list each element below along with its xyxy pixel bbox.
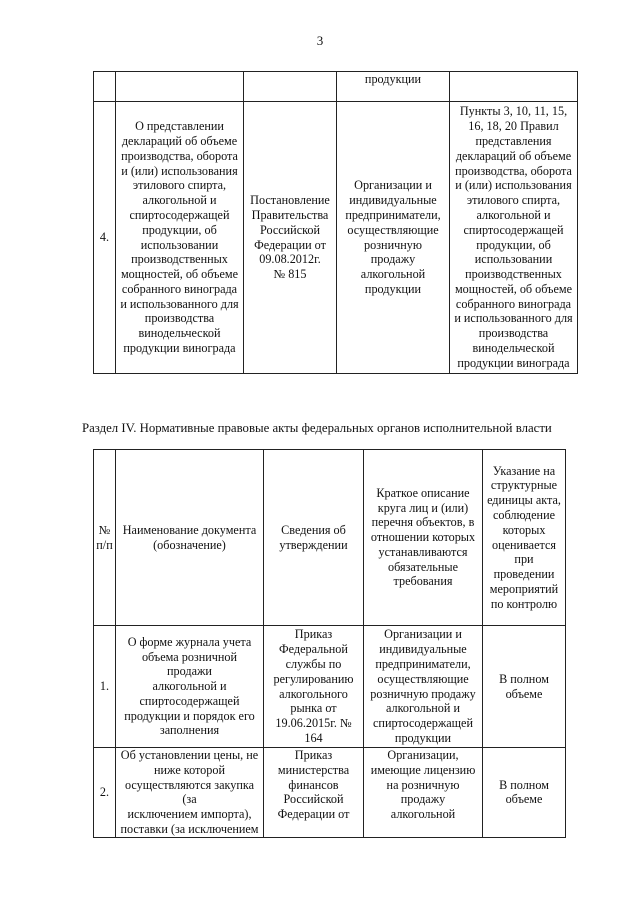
header-approval: Сведения об утверждении: [264, 450, 364, 626]
structural-units: В полном объеме: [483, 626, 566, 748]
page-number: 3: [316, 33, 324, 48]
table-row: [94, 748, 566, 838]
header-structural: Указание на структурные единицы акта, соблюдение которых оценивается при проведении мероприятий по контролю: [483, 450, 566, 626]
document-name: О форме журнала учета объема розничной продажи алкогольной и спиртосодержащей продукции и порядок его заполнения: [116, 626, 264, 748]
section-title: Раздел IV. Нормативные правовые акты федеральных органов исполнительной власти: [82, 421, 552, 435]
scope-description: Организации и индивидуальные предприниматели, осуществляющие розничную продажу алкогольной и спиртосодержащей продукции: [364, 626, 483, 748]
header-scope: Краткое описание круга лиц и (или) перечня объектов, в отношении которых устанавливаются обязательные требования: [364, 450, 483, 626]
table-cell: [94, 72, 116, 102]
row-number: 4.: [94, 102, 116, 374]
table-header-row: [94, 450, 566, 626]
header-num: № п/п: [94, 450, 116, 626]
table-row: [94, 72, 578, 102]
header-name: Наименование документа (обозначение): [116, 450, 264, 626]
table-row: [94, 102, 578, 374]
table-row: [94, 626, 566, 748]
table-cell: [116, 72, 244, 102]
document-name: О представлении деклараций об объеме производства, оборота и (или) использования этилового спирта, алкогольной и спиртосодержащей продукции, об использовании производственных мощностей, об объеме собранного винограда и использованного для производства винодельческой продукции винограда: [116, 102, 244, 374]
row-number: 2.: [94, 748, 116, 838]
table-cell: продукции: [337, 72, 450, 102]
table-cell: [244, 72, 337, 102]
scope-description: Организации, имеющие лицензию на розничную продажу алкогольной: [364, 748, 483, 838]
structural-units: Пункты 3, 10, 11, 15, 16, 18, 20 Правил представления деклараций об объеме производства, оборота и (или) использования этилового спирта, алкогольной и спиртосодержащей продукции, об использовании производственных мощностей, об объеме собранного винограда и использованного для производства винодельческой продукции винограда: [450, 102, 578, 374]
row-number: 1.: [94, 626, 116, 748]
bottom-table: [93, 449, 566, 838]
top-table: [93, 71, 578, 374]
document-name: Об установлении цены, не ниже которой осуществляются закупка (за исключением импорта), поставки (за исключением: [116, 748, 264, 838]
approval-info: Приказ министерства финансов Российской Федерации от: [264, 748, 364, 838]
scope-description: Организации и индивидуальные предприниматели, осуществляющие розничную продажу алкогольной продукции: [337, 102, 450, 374]
approval-info: Приказ Федеральной службы по регулированию алкогольного рынка от 19.06.2015г. № 164: [264, 626, 364, 748]
approval-info: Постановление Правительства Российской Федерации от 09.08.2012г. № 815: [244, 102, 337, 374]
table-cell: [450, 72, 578, 102]
structural-units: В полном объеме: [483, 748, 566, 838]
